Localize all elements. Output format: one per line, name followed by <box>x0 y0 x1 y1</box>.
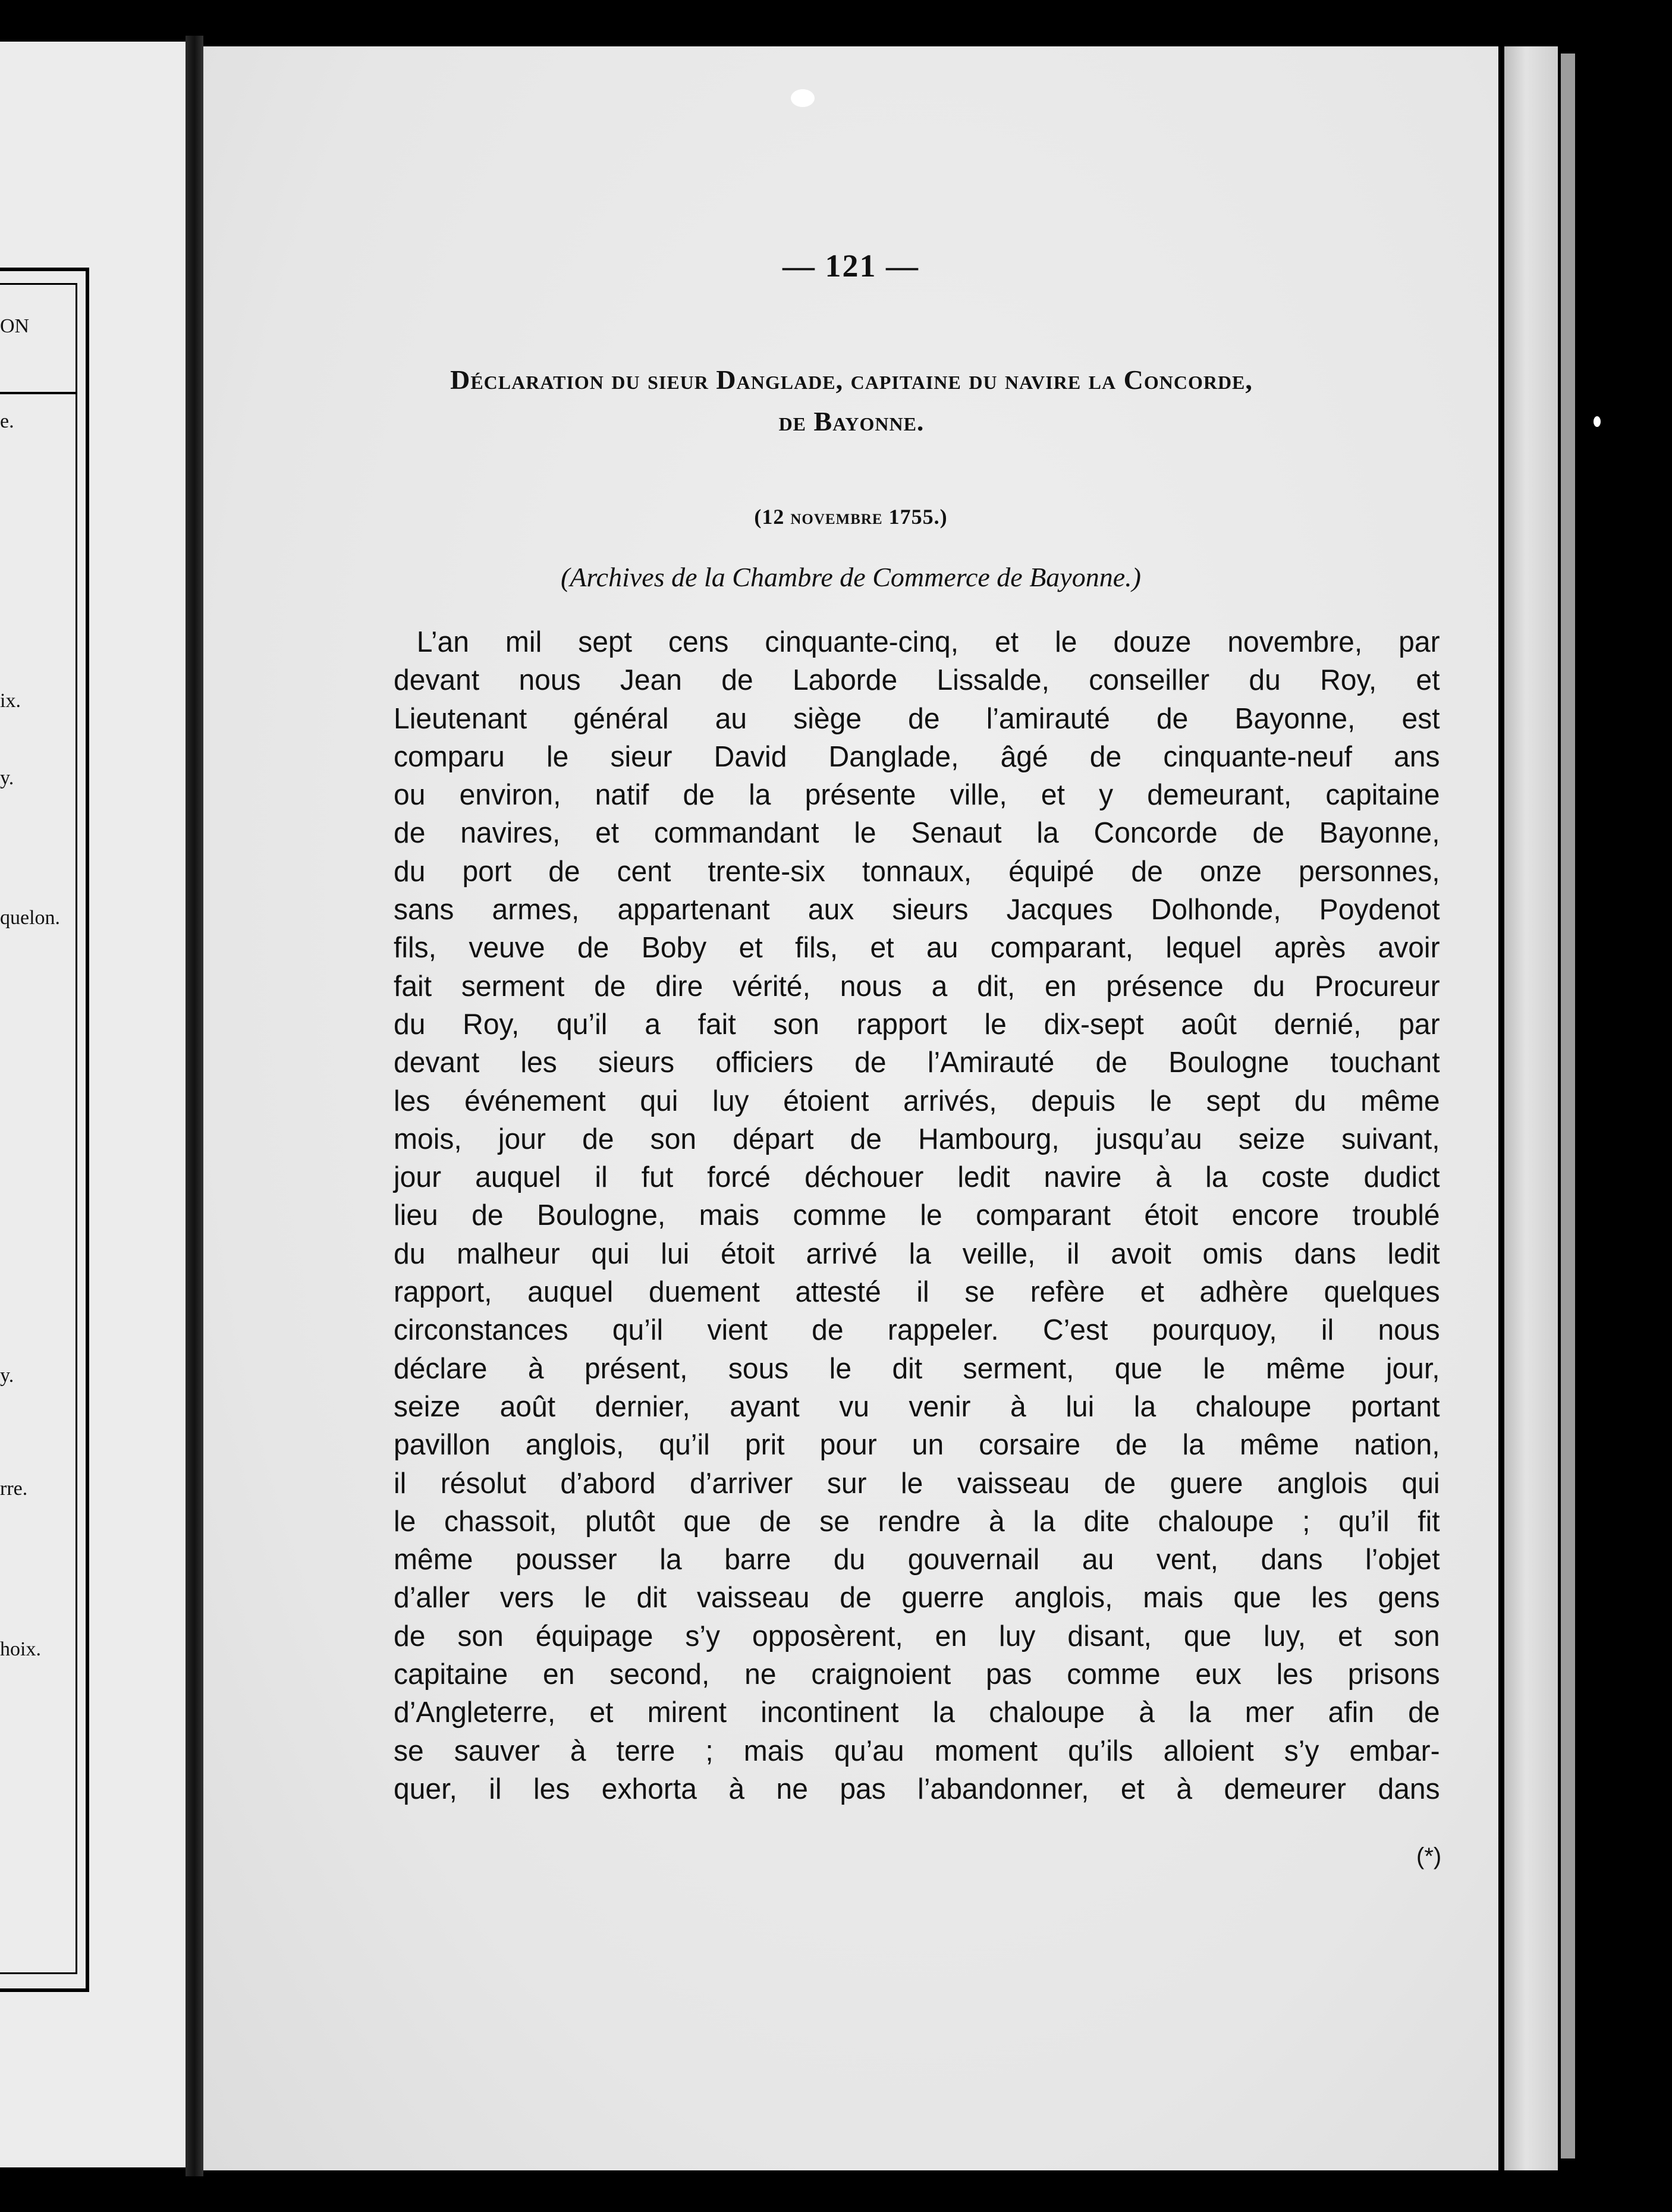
document-source: (Archives de la Chambre de Commerce de Bayonne.) <box>561 562 1141 592</box>
body-line: fait serment de dire vérité, nous a dit, en présence du Procureur <box>394 969 1440 1003</box>
footnote-marker: (*) <box>1416 1843 1442 1869</box>
body-line: de son équipage s’y opposèrent, en luy disant, que luy, et son <box>394 1619 1440 1652</box>
body-line: seize août dernier, ayant vu venir à lui la chaloupe portant <box>394 1390 1440 1423</box>
body-line: capitaine en second, ne craignoient pas comme eux les prisons <box>394 1658 1440 1691</box>
body-line: de navires, et commandant le Senaut la Concorde de Bayonne, <box>394 816 1440 850</box>
body-line: comparu le sieur David Danglade, âgé de cinquante-neuf ans <box>394 740 1440 773</box>
body-line: jour auquel il fut forcé déchouer ledit navire à la coste dudict <box>394 1161 1440 1194</box>
page-edge-shadow <box>1561 54 1575 2158</box>
body-line: rapport, auquel duement attesté il se refère et adhère quelques <box>394 1275 1440 1309</box>
body-line: du Roy, qu’il a fait son rapport le dix-sept août dernié, par <box>394 1007 1440 1041</box>
table-inner-border <box>0 283 77 1974</box>
scan-speck <box>1594 416 1601 427</box>
body-line: d’aller vers le dit vaisseau de guerre anglois, mais que les gens <box>394 1581 1440 1614</box>
title-line: de Bayonne. <box>778 406 925 436</box>
fragment-text: ix. <box>0 690 21 712</box>
document-page <box>203 46 1498 2170</box>
page-number: — 121 — <box>782 248 919 284</box>
fragment-text: y. <box>0 1365 14 1387</box>
fragment-text: hoix. <box>0 1638 41 1660</box>
body-line: circonstances qu’il vient de rappeler. C’est pourquoy, il nous <box>394 1314 1440 1347</box>
body-line: Lieutenant général au siège de l’amirauté de Bayonne, est <box>394 702 1440 735</box>
body-line: L’an mil sept cens cinquante-cinq, et le douze novembre, par <box>416 626 1440 658</box>
previous-page-fragment <box>0 42 186 2167</box>
document-title <box>352 359 1351 442</box>
body-line: le chassoit, plutôt que de se rendre à la dite chaloupe ; qu’il fit <box>394 1504 1440 1538</box>
body-line: devant les sieurs officiers de l’Amirauté de Boulogne touchant <box>394 1046 1440 1079</box>
body-line: pavillon anglois, qu’il prit pour un corsaire de la même nation, <box>394 1428 1440 1462</box>
body-line: lieu de Boulogne, mais comme le comparant étoit encore troublé <box>394 1199 1440 1232</box>
fragment-text: quelon. <box>0 907 61 929</box>
fragment-text: ON <box>0 315 30 337</box>
fragment-text: rre. <box>0 1478 28 1500</box>
fragment-text: e. <box>0 410 14 432</box>
body-line: les événement qui luy étoient arrivés, depuis le sept du même <box>394 1084 1440 1117</box>
body-line: mois, jour de son départ de Hambourg, jusqu’au seize suivant, <box>394 1122 1440 1155</box>
document-date: (12 novembre 1755.) <box>754 505 948 529</box>
body-line: du malheur qui lui étoit arrivé la veille, il avoit omis dans ledit <box>394 1237 1440 1270</box>
body-line: même pousser la barre du gouvernail au vent, dans l’objet <box>394 1543 1440 1576</box>
body-line: il résolut d’abord d’arriver sur le vaisseau de guere anglois qui <box>394 1466 1440 1500</box>
scan-speck <box>791 89 815 107</box>
body-text <box>394 623 1440 1808</box>
body-line: sans armes, appartenant aux sieurs Jacques Dolhonde, Poydenot <box>394 893 1440 926</box>
body-line: ou environ, natif de la présente ville, et y demeurant, capitaine <box>394 778 1440 812</box>
body-line: d’Angleterre, et mirent incontinent la chaloupe à la mer afin de <box>394 1696 1440 1729</box>
body-line: déclare à présent, sous le dit serment, que le même jour, <box>394 1352 1440 1385</box>
title-line: Déclaration du sieur Danglade, capitaine du navire la Concorde, <box>450 365 1253 395</box>
body-line: fils, veuve de Boby et fils, et au comparant, lequel après avoir <box>394 931 1440 964</box>
fragment-text: y. <box>0 767 14 789</box>
body-line: quer, il les exhorta à ne pas l’abandonner, et à demeurer dans <box>394 1772 1440 1805</box>
body-line: se sauver à terre ; mais qu’au moment qu’ils alloient s’y embar- <box>394 1734 1440 1767</box>
body-line: devant nous Jean de Laborde Lissalde, conseiller du Roy, et <box>394 664 1440 697</box>
page-edge <box>1504 46 1558 2170</box>
table-header-rule <box>0 392 76 394</box>
book-gutter <box>186 36 203 2176</box>
body-line: du port de cent trente-six tonnaux, équipé de onze personnes, <box>394 854 1440 888</box>
table-frame <box>0 268 89 1992</box>
